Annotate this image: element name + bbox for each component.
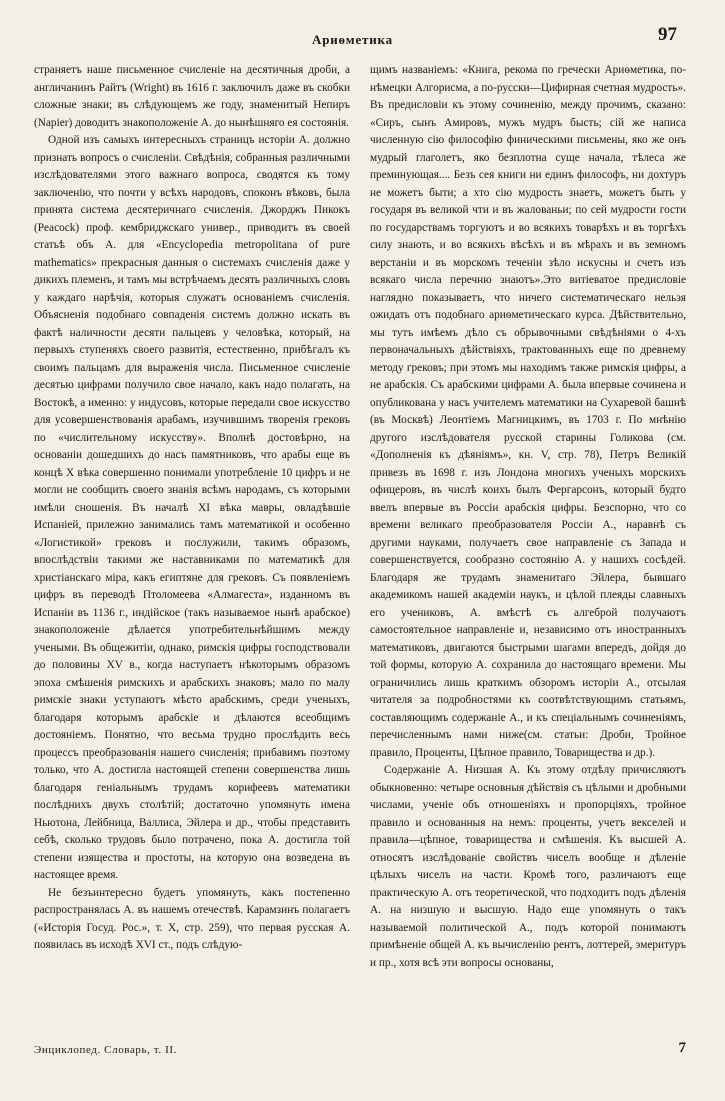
paragraph: страняетъ наше письменное счисленіе на десятичныя дроби, а англичанинъ Райтъ (Wright) въ 1616 г. заключилъ даже въ скобки сложные знаки; въ слѣдующемъ же году, знаменитый Непиръ (Napier) доводитъ знакоположеніе А. до нынѣшняго ея состоянія. [34, 64, 350, 129]
sheet-number: 7 [678, 1040, 686, 1056]
right-column [370, 62, 686, 1027]
page-footer [34, 1040, 686, 1062]
page-header [0, 24, 725, 52]
left-column [34, 62, 350, 1027]
paragraph: Содержаніе А. Низшая А. Къ этому отдѣлу причисляютъ обыкновенно: четыре основныя дѣйствія съ цѣлыми и дробными числами, ученіе объ отношеніяхъ и пропорціяхъ, тройное правило и основанныя на немъ: проценты, учетъ векселей и правила—цѣпное, товарищества и смѣшенія. Къ высшей А. относятъ изслѣдованіе свойствъ чиселъ вообще и дѣленіе цѣлыхъ чиселъ на части. Кромѣ того, различаютъ еще практическую А. отъ теоретической, что подходитъ подъ дѣленія А. на низшую и высшую. Надо еще упомянуть о такъ называемой политической А., подъ которой понимаютъ примѣненіе общей А. къ вычисленію рентъ, лоттерей, эмеритуръ и пр., хотя всѣ эти вопросы основаны, [370, 764, 686, 969]
paragraph: Не безъинтересно будетъ упомянуть, какъ постепенно распространялась А. въ нашемъ отечествѣ. Карамзинъ полагаетъ («Исторія Госуд. Рос.», т. X, стр. 259), что первая русская А. появилась въ исходѣ XVI ст., подъ слѣдую- [34, 886, 350, 951]
paragraph: щимъ названіемъ: «Книга, рекома по гречески Ариѳметика, по-нѣмецки Алгорисма, а по-русски—Цифирная счетная мудрость». Въ предисловіи къ этому сочиненію, между прочимъ, сказано: «Сиръ, сынъ Амировъ, мужъ мудръ бысть; сій же написа численную сію философію финическими письмены, яко же онъ мудрый глаголетъ, яко безплотна суще начала, тѣлеса же преминующая.... Безъ сея книги ни единъ философъ, ни дохтуръ не можетъ быти; а хто сію мудрость знаетъ, можетъ быть у государя въ великой чти и въ жалованьи; по сей мудрости гости по государствамъ торгуютъ и во всякихъ товарѣхъ и въ торгѣхъ силу знають, и во всякихъ вѣсѣхъ и въ мѣрахъ и въ земномъ верстаніи и въ морскомъ теченіи зѣло искусны и счетъ изъ всякаго числа перечню знаютъ».Это витіеватое предисловіе наглядно показываетъ, что ничего систематическаго нельзя ожидать отъ подобнаго ариѳметическаго курса. Дѣйствительно, мы тутъ имѣемъ дѣло съ обрывочными свѣдѣніями о 4-хъ первоначальныхъ дѣйствіяхъ, трактованныхъ еще по древнему методу грековъ; при этомъ мы находимъ также римскія цифры, а не арабскія. Съ арабскими цифрами А. была впервые сочинена и опубликована у насъ учителемъ математики на Сухаревой башнѣ (въ Москвѣ) Леонтіемъ Магницкимъ, въ 1703 г. По мнѣнію другого изслѣдователя русской старины Голикова (см. «Дополненія къ дѣяніямъ», кн. V, стр. 78), Петръ Великій привезъ въ 1698 г. изъ Лондона многихъ ученыхъ морскихъ офицеровъ, въ числѣ коихъ былъ Фергарсонъ, который будто ввелъ впервые въ Россіи арабскія цифры. Безспорно, что со времени великаго преобразователя Россіи А., наравнѣ съ другими науками, получаетъ свое направленіе съ Запада и совершенствуется, сообразно состоянію А. у нашихъ сосѣдей. Благодаря же трудамъ знаменитаго Эйлера, бывшаго академикомъ нашей академіи наукъ, и цѣлой плеяды славныхъ его учениковъ, А. вмѣстѣ съ алгеброй получаютъ самостоятельное направленіе и, независимо отъ иностранныхъ математиковъ, двигаются быстрыми шагами впередъ, дойдя до той формы, которую А. сохранила до настоящаго времени. Мы ограничились лишь краткимъ обзоромъ исторіи А., отсылая читателя за подробностями къ соотвѣтствующимъ статьямъ, составляющимъ содержаніе А., и къ спеціальнымъ сочиненіямъ, перечисленнымъ нами ниже(см. статьи: Дроби, Тройное правило, Проценты, Цѣпное правило, Товарищества и др.). [370, 64, 686, 759]
running-title: Ариѳметика [312, 32, 393, 47]
page-number: 97 [658, 24, 677, 45]
paragraph: Одной изъ самыхъ интересныхъ страницъ исторіи А. должно признать вопросъ о счисленіи. Свѣдѣнія, собранныя различными изслѣдователями этого важнаго вопроса, сводятся къ тому заключенію, что почти у всѣхъ народовъ, споконъ вѣковъ, была принята система десятеричнаго счисленія. Джорджъ Пикокъ (Peacock) проф. кембриджскаго универ., приводитъ въ своей статьѣ объ А. для «Encyclopedia metropolitana of pure mathematics» прекрасныя данныя о системахъ счисленія даже у дикихъ племенъ, и тамъ мы встрѣчаемъ десять различныхъ словъ у каждаго нарѣчія, которыя служатъ основаніемъ счисленія. Объясненія подобнаго совпаденія системъ должно искать въ фактѣ наличности десяти пальцевъ у человѣка, который, на первыхъ ступеняхъ своего развитія, естественно, прибѣгалъ къ своимъ пальцамъ для выраженія числа. Письменное счисленіе десятью цифрами получило свое начало, какъ надо полагать, на Востокѣ, а именно: у индусовъ, которые передали свое искусство для усовершенствованія арабамъ, изучившимъ творенія грековъ по «числительному искусству». Вполнѣ достовѣрно, на основаніи дошедшихъ до насъ памятниковъ, что арабы еще въ концѣ X вѣка совершенно понимали употребленіе 10 цифръ и не могли не сообщить своего знанія всѣмъ народамъ, съ которыми имѣли сношенія. Въ началѣ XI вѣка мавры, овладѣвшіе Испаніей, прилежно занимались тамъ математикой и особенно «Логистикой» грековъ и послужили, такимъ образомъ, впослѣдствіи такими же наставниками по математикѣ для христіанскаго міра, какъ египтяне для грековъ. Съ появленіемъ цифръ въ переводѣ Птоломеева «Алмагеста», изданномъ въ Испаніи въ 1136 г., индійское (такъ называемое нынѣ арабское) знакоположеніе дѣлается употребительнѣйшимъ между учеными. Въ общежитіи, однако, римскія цифры господствовали до половины XV в., когда наступаетъ нѣкоторымъ образомъ эпоха смѣшенія римскихъ и арабскихъ знаковъ; мало по малу римскіе знаки уступаютъ мѣсто арабскимъ, среди ученыхъ, благодаря которымъ арабскіе и дѣлаются всеобщимъ достояніемъ. Понятно, что весьма трудно прослѣдить весь процессъ преобразованія нашего счисленія; прибавимъ поэтому только, что А. достигла настоящей степени совершенства лишь благодаря геніальнымъ трудамъ корифеевъ математики послѣднихъ двухъ столѣтій; достаточно упомянуть имена Ньютона, Лейбница, Валлиса, Эйлера и др., чтобы представить себѣ, сколько трудовъ было потрачено, пока А. достигла той степени изящества и простоты, на которую она возведена въ настоящее время. [34, 134, 350, 881]
signature-mark: Энциклопед. Словарь, т. II. [34, 1044, 178, 1056]
